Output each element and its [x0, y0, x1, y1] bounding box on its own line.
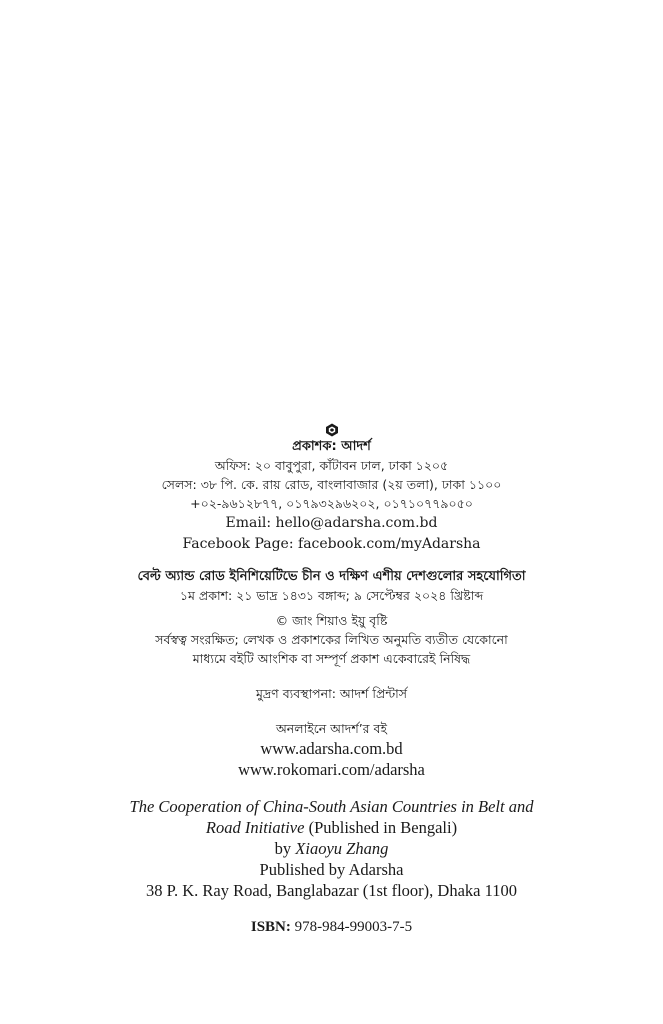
email-address: Email: hello@adarsha.com.bd [225, 515, 438, 531]
office-address: অফিস: ২০ বাবুপুরা, কাঁটাবন ঢাল, ঢাকা ১২০৫ [214, 458, 449, 473]
isbn-value: 978-984-99003-7-5 [290, 919, 413, 935]
author-name: Xiaoyu Zhang [295, 839, 389, 858]
book-title-bengali: বেল্ট অ্যান্ড রোড ইনিশিয়েটিভে চীন ও দক্ষিণ এশীয় দেশগুলোর সহযোগিতা [137, 569, 526, 584]
printing-management: মুদ্রণ ব্যবস্থাপনা: আদর্শ প্রিন্টার্স [255, 686, 408, 701]
english-title-italic: Road Initiative [205, 818, 305, 837]
rights-notice-line-2: মাধ্যমে বইটি আংশিক বা সম্পূর্ণ প্রকাশ একেবারেই নিষিদ্ধ [192, 651, 471, 666]
isbn-label: ISBN: [250, 919, 291, 935]
website-rokomari: www.rokomari.com/adarsha [238, 760, 425, 779]
english-publisher: Published by Adarsha [259, 860, 404, 879]
adarsha-logo-icon [325, 423, 339, 437]
copyright-holder: © জাং শিয়াও ইয়ু বৃষ্টি [275, 613, 388, 628]
english-title-line-2 [0, 817, 663, 838]
publisher-label: প্রকাশক: আদর্শ [292, 439, 371, 454]
by-prefix: by [274, 839, 296, 858]
website-adarsha: www.adarsha.com.bd [260, 739, 403, 758]
facebook-page: Facebook Page: facebook.com/myAdarsha [182, 536, 481, 552]
online-label: অনলাইনে আদর্শ’র বই [275, 721, 387, 736]
phone-numbers: +০২-৯৬১২৮৭৭, ০১৭৯৩২৯৬২০২, ০১৭১০৭৭৯০৫০ [190, 496, 473, 511]
english-title-note: (Published in Bengali) [304, 818, 458, 837]
english-title-line-1: The Cooperation of China-South Asian Countries in Belt and [129, 797, 534, 816]
isbn-line [0, 917, 663, 937]
sales-address: সেলস: ৩৮ পি. কে. রায় রোড, বাংলাবাজার (২য় তলা), ঢাকা ১১০০ [161, 477, 502, 492]
first-edition: ১ম প্রকাশ: ২১ ভাদ্র ১৪৩১ বঙ্গাব্দ; ৯ সেপ্টেম্বর ২০২৪ খ্রিষ্টাব্দ [179, 588, 484, 603]
english-address: 38 P. K. Ray Road, Banglabazar (1st floor), Dhaka 1100 [145, 881, 518, 900]
imprint-block [0, 423, 663, 937]
rights-notice-line-1: সর্বস্বত্ব সংরক্ষিত; লেখক ও প্রকাশকের লিখিত অনুমতি ব্যতীত যেকোনো [155, 632, 508, 647]
english-author-line [0, 838, 663, 859]
